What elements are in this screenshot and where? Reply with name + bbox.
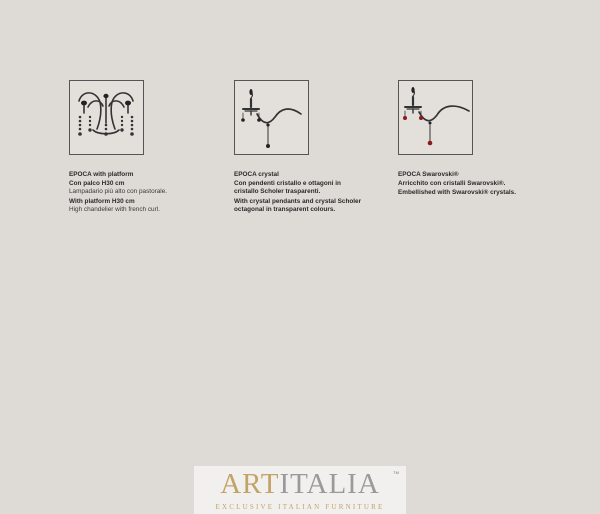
- logo-part-italia: ITALIA: [279, 468, 380, 500]
- logo-part-art: ART: [220, 468, 280, 500]
- product-thumbnail: [398, 80, 473, 155]
- product-desc-it: Con pendenti cristallo e ottagoni in: [234, 179, 341, 187]
- product-caption: [69, 171, 239, 215]
- wall-sconce-swarovski-icon: [399, 81, 472, 154]
- chandelier-platform-icon: [70, 81, 143, 154]
- product-thumbnail: [234, 80, 309, 155]
- product-title: EPOCA with platform: [69, 171, 134, 178]
- logo-tagline: EXCLUSIVE ITALIAN FURNITURE: [215, 503, 385, 511]
- product-desc-en: With platform H30 cm: [69, 197, 135, 205]
- artitalia-logo: [194, 466, 406, 514]
- product-desc-it-2: Lampadario più alto con pastorale.: [69, 188, 168, 196]
- product-caption: [398, 171, 568, 198]
- product-epoca-swarovski: [398, 80, 568, 198]
- product-desc-en: With crystal pendants and crystal Scholer: [234, 197, 362, 205]
- product-desc-it: Con palco H30 cm: [69, 179, 125, 187]
- product-desc-it-2: cristallo Scholer trasparenti.: [234, 188, 321, 196]
- product-thumbnail: [69, 80, 144, 155]
- product-desc-en: Embellished with Swarovski® crystals.: [398, 189, 517, 197]
- product-caption: [234, 171, 404, 215]
- product-desc-en-2: octagonal in transparent colours.: [234, 206, 336, 214]
- logo-trademark: TM: [393, 470, 399, 475]
- product-desc-en-2: High chandelier with french curl.: [69, 206, 160, 214]
- product-desc-it: Arricchito con cristalli Swarovski®.: [398, 179, 506, 187]
- product-title: EPOCA Swarovski®: [398, 171, 459, 178]
- wall-sconce-crystal-icon: [235, 81, 308, 154]
- product-title: EPOCA crystal: [234, 171, 279, 178]
- product-epoca-crystal: [234, 80, 404, 215]
- product-epoca-platform: [69, 80, 239, 215]
- logo-wordmark: [194, 469, 406, 499]
